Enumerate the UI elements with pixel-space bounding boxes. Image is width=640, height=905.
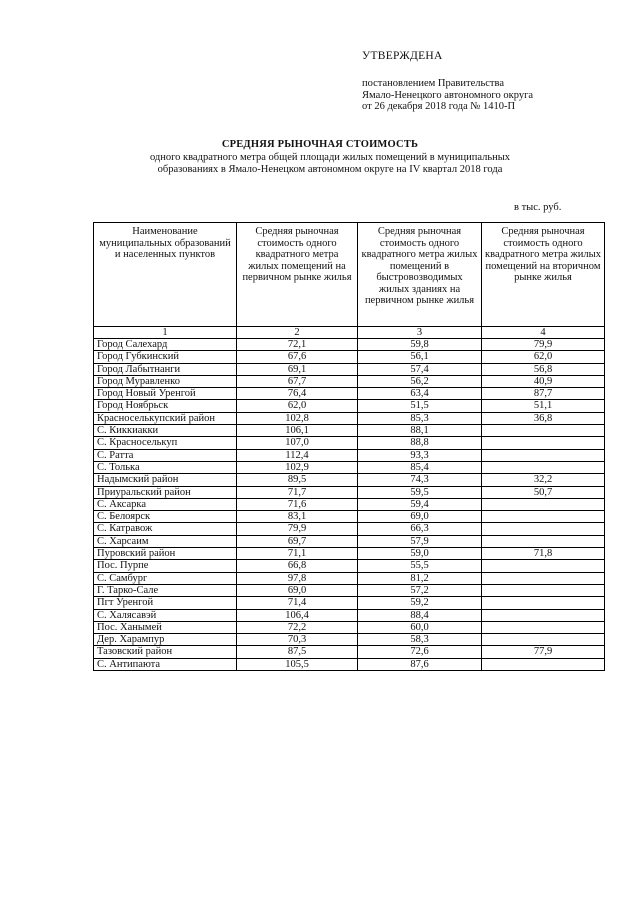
- place-name-cell: Надымский район: [94, 474, 237, 486]
- table-row: [94, 486, 605, 498]
- prefab-market-cell: 72,6: [358, 646, 482, 658]
- decree-line: от 26 декабря 2018 года № 1410-П: [362, 101, 516, 112]
- column-number: 4: [482, 327, 605, 339]
- column-number-row: [94, 327, 605, 339]
- secondary-market-cell: 32,2: [482, 474, 605, 486]
- primary-market-cell: 66,8: [237, 560, 358, 572]
- table-row: [94, 658, 605, 670]
- table-row: [94, 584, 605, 596]
- table-row: [94, 412, 605, 424]
- secondary-market-cell: [482, 449, 605, 461]
- prefab-market-cell: 57,2: [358, 584, 482, 596]
- secondary-market-cell: 50,7: [482, 486, 605, 498]
- primary-market-cell: 79,9: [237, 523, 358, 535]
- secondary-market-cell: [482, 658, 605, 670]
- place-name-cell: Пуровский район: [94, 548, 237, 560]
- place-name-cell: С. Антипаюта: [94, 658, 237, 670]
- column-number: 1: [94, 327, 237, 339]
- primary-market-cell: 71,7: [237, 486, 358, 498]
- place-name-cell: Город Муравленко: [94, 375, 237, 387]
- primary-market-cell: 62,0: [237, 400, 358, 412]
- place-name-cell: С. Толька: [94, 461, 237, 473]
- prefab-market-cell: 59,8: [358, 339, 482, 351]
- table-row: [94, 425, 605, 437]
- column-header-name: Наименование муниципальных образований и населенных пунктов: [94, 223, 237, 327]
- table-row: [94, 351, 605, 363]
- table-row: [94, 363, 605, 375]
- prefab-market-cell: 93,3: [358, 449, 482, 461]
- secondary-market-cell: [482, 621, 605, 633]
- secondary-market-cell: [482, 584, 605, 596]
- table-row: [94, 511, 605, 523]
- secondary-market-cell: 79,9: [482, 339, 605, 351]
- primary-market-cell: 105,5: [237, 658, 358, 670]
- table-row: [94, 634, 605, 646]
- table-row: [94, 560, 605, 572]
- table-row: [94, 609, 605, 621]
- primary-market-cell: 102,8: [237, 412, 358, 424]
- secondary-market-cell: [482, 437, 605, 449]
- price-table: [93, 222, 605, 671]
- prefab-market-cell: 57,9: [358, 535, 482, 547]
- table-row: [94, 498, 605, 510]
- primary-market-cell: 69,0: [237, 584, 358, 596]
- prefab-market-cell: 60,0: [358, 621, 482, 633]
- secondary-market-cell: [482, 498, 605, 510]
- column-number: 3: [358, 327, 482, 339]
- decree-reference: [362, 78, 533, 113]
- place-name-cell: Пос. Пурпе: [94, 560, 237, 572]
- primary-market-cell: 71,6: [237, 498, 358, 510]
- primary-market-cell: 83,1: [237, 511, 358, 523]
- prefab-market-cell: 59,5: [358, 486, 482, 498]
- table-row: [94, 523, 605, 535]
- secondary-market-cell: 87,7: [482, 388, 605, 400]
- table-row: [94, 597, 605, 609]
- secondary-market-cell: 36,8: [482, 412, 605, 424]
- secondary-market-cell: [482, 609, 605, 621]
- primary-market-cell: 112,4: [237, 449, 358, 461]
- secondary-market-cell: [482, 634, 605, 646]
- prefab-market-cell: 59,4: [358, 498, 482, 510]
- decree-line: постановлением Правительства: [362, 78, 505, 89]
- approved-label: УТВЕРЖДЕНА: [362, 50, 443, 62]
- primary-market-cell: 87,5: [237, 646, 358, 658]
- place-name-cell: Красноселькупский район: [94, 412, 237, 424]
- prefab-market-cell: 55,5: [358, 560, 482, 572]
- secondary-market-cell: 77,9: [482, 646, 605, 658]
- prefab-market-cell: 56,2: [358, 375, 482, 387]
- secondary-market-cell: [482, 560, 605, 572]
- place-name-cell: Город Лабытнанги: [94, 363, 237, 375]
- table-row: [94, 474, 605, 486]
- document-subtitle: [100, 152, 560, 176]
- prefab-market-cell: 88,4: [358, 609, 482, 621]
- place-name-cell: С. Харсаим: [94, 535, 237, 547]
- table-row: [94, 535, 605, 547]
- table-row: [94, 449, 605, 461]
- prefab-market-cell: 81,2: [358, 572, 482, 584]
- column-number: 2: [237, 327, 358, 339]
- primary-market-cell: 71,4: [237, 597, 358, 609]
- secondary-market-cell: [482, 597, 605, 609]
- prefab-market-cell: 59,2: [358, 597, 482, 609]
- place-name-cell: Город Новый Уренгой: [94, 388, 237, 400]
- place-name-cell: Город Салехард: [94, 339, 237, 351]
- table-row: [94, 437, 605, 449]
- prefab-market-cell: 57,4: [358, 363, 482, 375]
- primary-market-cell: 67,6: [237, 351, 358, 363]
- primary-market-cell: 89,5: [237, 474, 358, 486]
- secondary-market-cell: [482, 511, 605, 523]
- table-row: [94, 572, 605, 584]
- primary-market-cell: 71,1: [237, 548, 358, 560]
- place-name-cell: С. Красноселькуп: [94, 437, 237, 449]
- decree-line: Ямало-Ненецкого автономного округа: [362, 89, 534, 101]
- prefab-market-cell: 63,4: [358, 388, 482, 400]
- secondary-market-cell: 51,1: [482, 400, 605, 412]
- primary-market-cell: 72,2: [237, 621, 358, 633]
- place-name-cell: Г. Тарко-Сале: [94, 584, 237, 596]
- place-name-cell: Дер. Харампур: [94, 634, 237, 646]
- column-header-primary: Средняя рыночная стоимость одного квадратного метра жилых помещений на первичном рынке жилья: [237, 223, 358, 327]
- secondary-market-cell: 56,8: [482, 363, 605, 375]
- table-row: [94, 388, 605, 400]
- table-row: [94, 548, 605, 560]
- table-row: [94, 646, 605, 658]
- table-row: [94, 375, 605, 387]
- place-name-cell: Город Ноябрьск: [94, 400, 237, 412]
- prefab-market-cell: 69,0: [358, 511, 482, 523]
- subtitle-line: одного квадратного метра общей площади жилых помещений в муниципальных: [149, 152, 511, 163]
- prefab-market-cell: 66,3: [358, 523, 482, 535]
- primary-market-cell: 69,1: [237, 363, 358, 375]
- place-name-cell: С. Ратта: [94, 449, 237, 461]
- place-name-cell: Приуральский район: [94, 486, 237, 498]
- column-header-prefab: Средняя рыночная стоимость одного квадратного метра жилых помещений в быстровозводимых жилых зданиях на первичном рынке жилья: [358, 223, 482, 327]
- primary-market-cell: 72,1: [237, 339, 358, 351]
- secondary-market-cell: [482, 535, 605, 547]
- table-row: [94, 621, 605, 633]
- place-name-cell: Пос. Ханымей: [94, 621, 237, 633]
- secondary-market-cell: 62,0: [482, 351, 605, 363]
- place-name-cell: С. Белоярск: [94, 511, 237, 523]
- primary-market-cell: 102,9: [237, 461, 358, 473]
- primary-market-cell: 106,1: [237, 425, 358, 437]
- table-header-row: [94, 223, 605, 327]
- table-row: [94, 400, 605, 412]
- prefab-market-cell: 59,0: [358, 548, 482, 560]
- prefab-market-cell: 85,3: [358, 412, 482, 424]
- place-name-cell: Тазовский район: [94, 646, 237, 658]
- unit-label: в тыс. руб.: [514, 202, 562, 213]
- primary-market-cell: 106,4: [237, 609, 358, 621]
- place-name-cell: С. Аксарка: [94, 498, 237, 510]
- prefab-market-cell: 85,4: [358, 461, 482, 473]
- prefab-market-cell: 74,3: [358, 474, 482, 486]
- secondary-market-cell: [482, 572, 605, 584]
- prefab-market-cell: 88,1: [358, 425, 482, 437]
- document-title: СРЕДНЯЯ РЫНОЧНАЯ СТОИМОСТЬ: [221, 139, 419, 150]
- table-row: [94, 339, 605, 351]
- table-row: [94, 461, 605, 473]
- place-name-cell: С. Катравож: [94, 523, 237, 535]
- prefab-market-cell: 87,6: [358, 658, 482, 670]
- primary-market-cell: 67,7: [237, 375, 358, 387]
- secondary-market-cell: 40,9: [482, 375, 605, 387]
- primary-market-cell: 76,4: [237, 388, 358, 400]
- secondary-market-cell: [482, 425, 605, 437]
- primary-market-cell: 97,8: [237, 572, 358, 584]
- secondary-market-cell: [482, 523, 605, 535]
- prefab-market-cell: 88,8: [358, 437, 482, 449]
- prefab-market-cell: 51,5: [358, 400, 482, 412]
- place-name-cell: С. Киккиакки: [94, 425, 237, 437]
- prefab-market-cell: 56,1: [358, 351, 482, 363]
- primary-market-cell: 69,7: [237, 535, 358, 547]
- place-name-cell: С. Самбург: [94, 572, 237, 584]
- place-name-cell: Пгт Уренгой: [94, 597, 237, 609]
- secondary-market-cell: 71,8: [482, 548, 605, 560]
- secondary-market-cell: [482, 461, 605, 473]
- column-header-secondary: Средняя рыночная стоимость одного квадратного метра жилых помещений на вторичном рынке жилья: [482, 223, 605, 327]
- primary-market-cell: 70,3: [237, 634, 358, 646]
- place-name-cell: Город Губкинский: [94, 351, 237, 363]
- place-name-cell: С. Халясавэй: [94, 609, 237, 621]
- prefab-market-cell: 58,3: [358, 634, 482, 646]
- primary-market-cell: 107,0: [237, 437, 358, 449]
- subtitle-line: образованиях в Ямало-Ненецком автономном округе на IV квартал 2018 года: [157, 164, 503, 175]
